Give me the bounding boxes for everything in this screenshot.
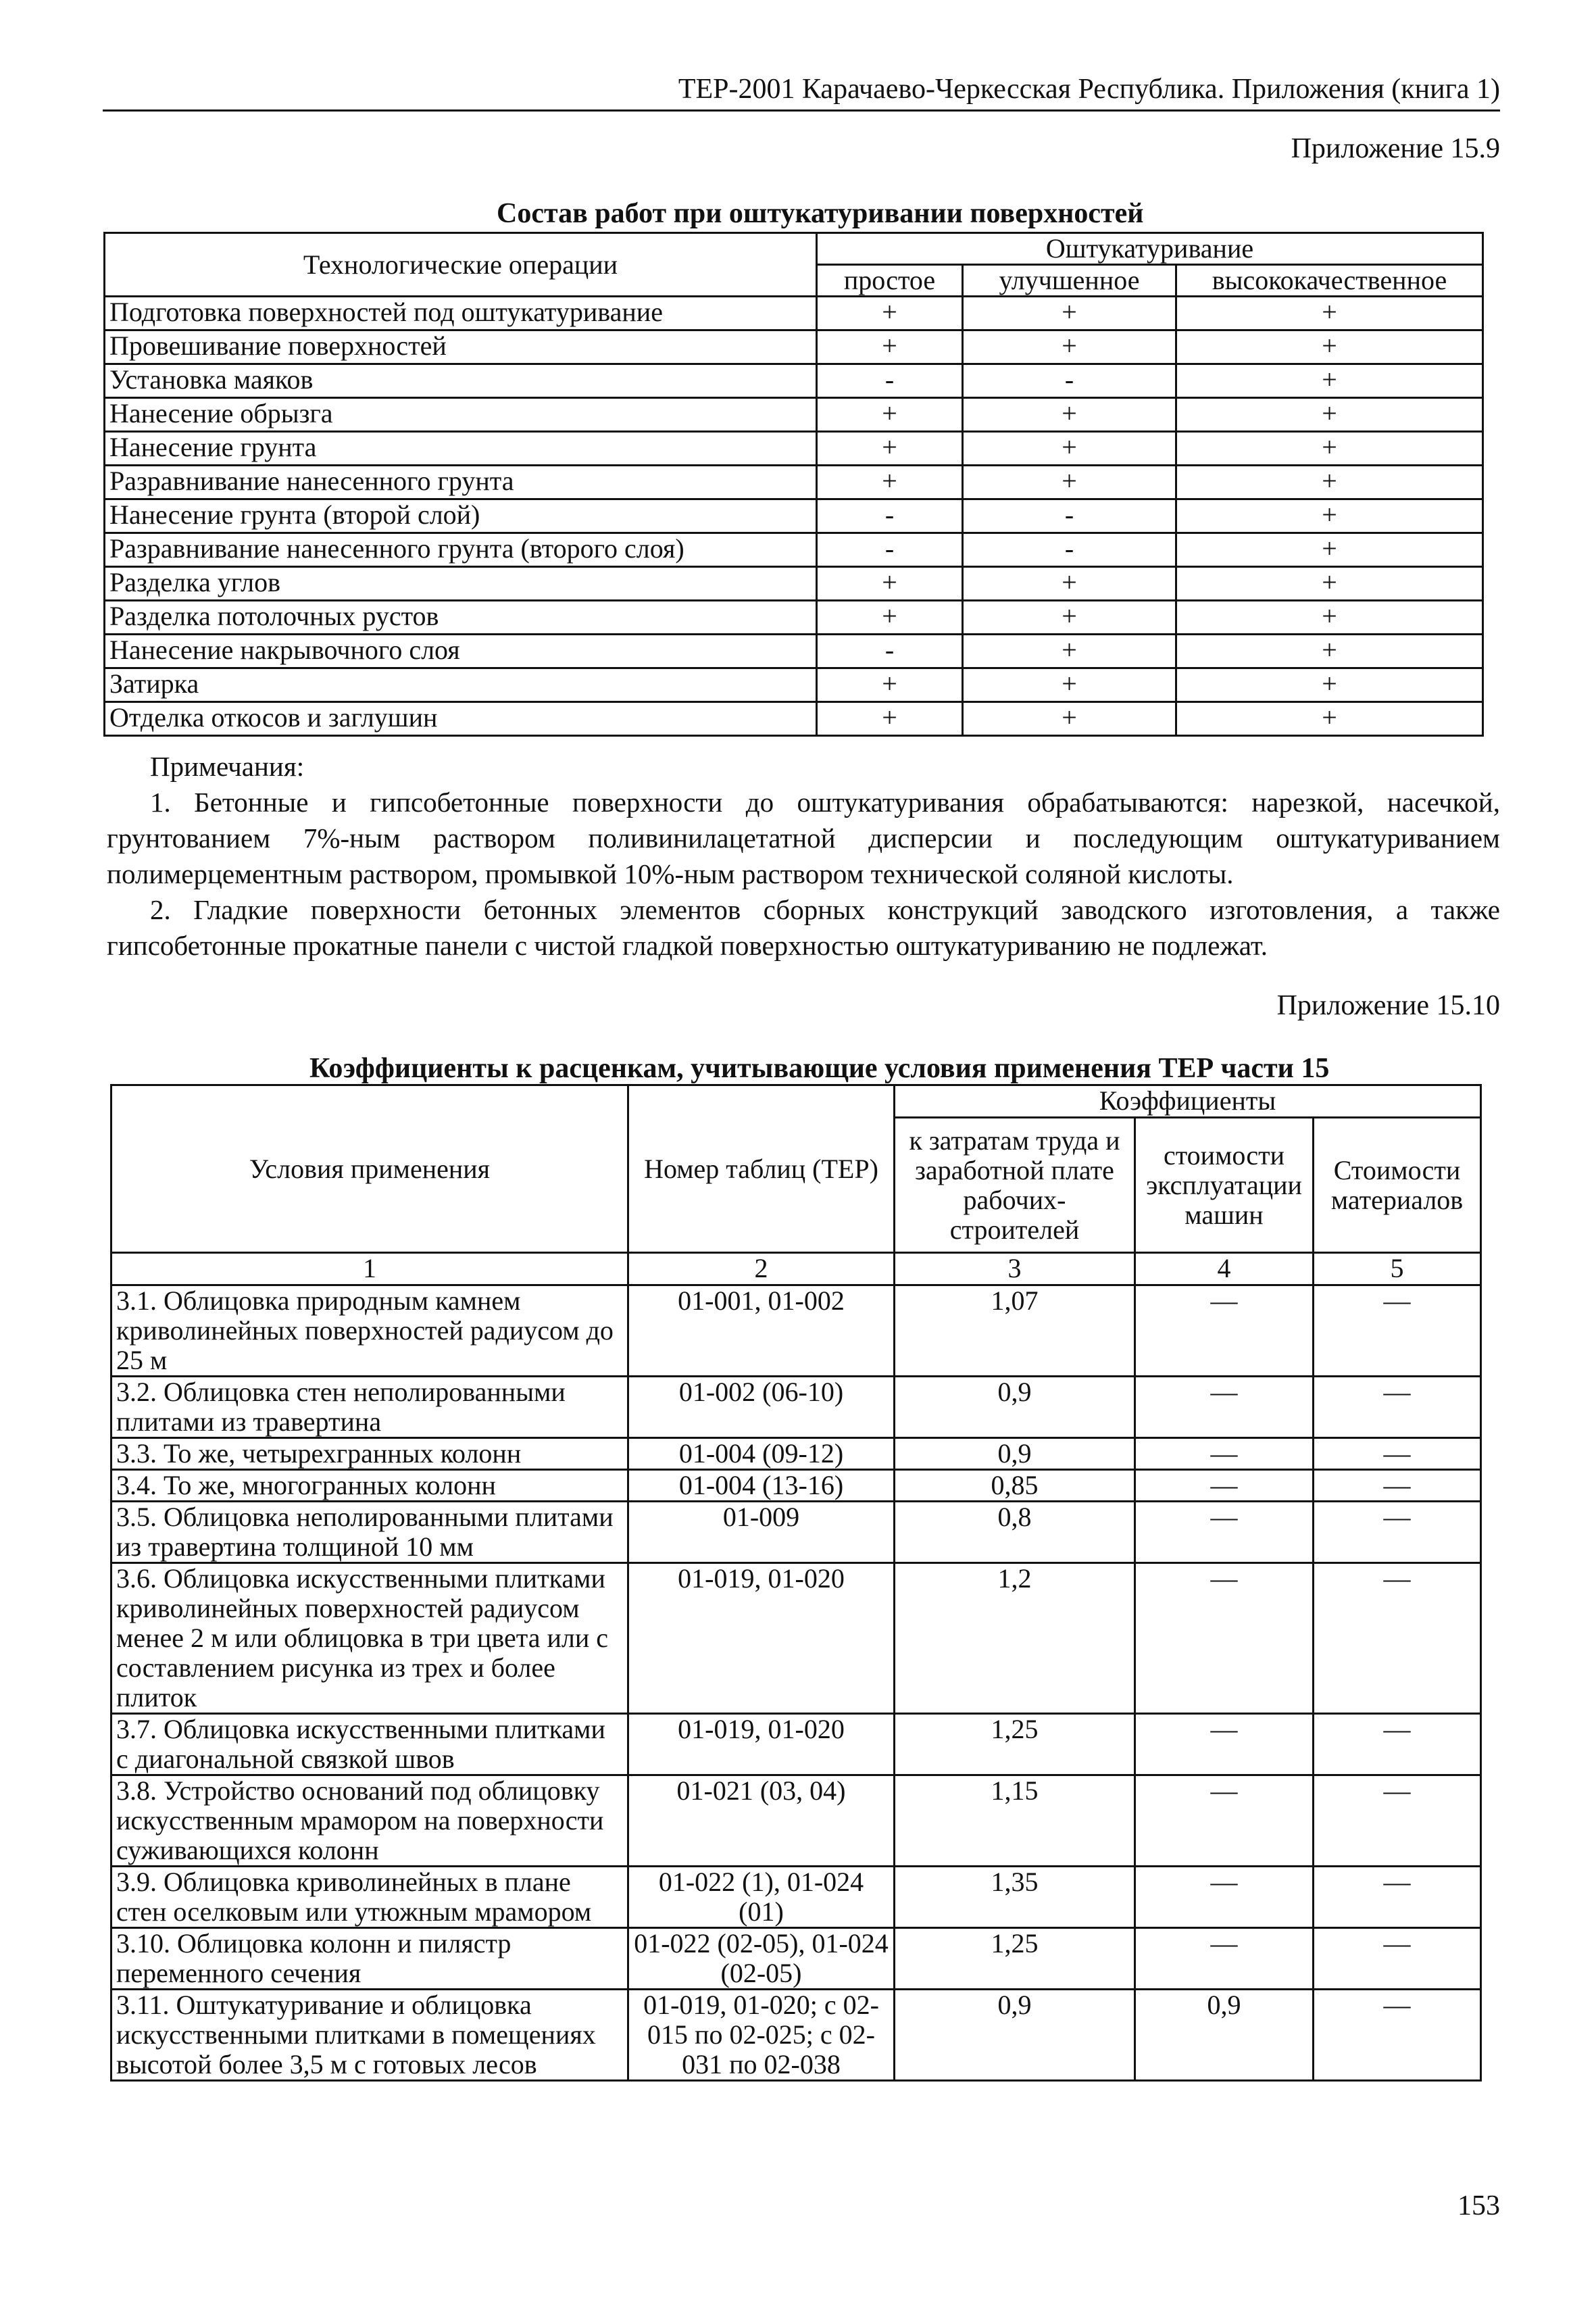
labor-coefficient-cell: 1,25 [895, 1928, 1135, 1990]
high-quality-cell: + [1176, 567, 1483, 601]
table-row [105, 398, 1483, 432]
improved-cell: + [963, 466, 1176, 499]
table-row [111, 1285, 1481, 1377]
table-number-cell: 01-022 (1), 01-024 (01) [628, 1867, 895, 1928]
machines-coefficient-cell: — [1135, 1502, 1314, 1563]
note-2: 2. Гладкие поверхности бетонных элементов сборных конструкций заводского изготовления, а также гипсобетонные прокатные панели с чистой гладкой поверхностью оштукатуриванию не подлежат. [107, 894, 1500, 961]
work-composition-table [103, 232, 1484, 737]
labor-coefficient-cell: 0,9 [895, 1377, 1135, 1438]
high-quality-cell: + [1176, 364, 1483, 398]
col-header-simple: простое [817, 265, 963, 297]
simple-cell: + [817, 432, 963, 466]
col-header-table-number: Номер таблиц (ТЕР) [628, 1085, 895, 1253]
high-quality-cell: + [1176, 668, 1483, 702]
col-header-improved: улучшенное [963, 265, 1176, 297]
simple-cell: + [817, 398, 963, 432]
notes-block [107, 749, 1500, 964]
table-number-cell: 01-019, 01-020 [628, 1714, 895, 1775]
improved-cell: + [963, 702, 1176, 736]
table-number-cell: 01-019, 01-020; с 02-015 по 02-025; с 02-031 по 02-038 [628, 1990, 895, 2081]
labor-coefficient-cell: 1,35 [895, 1867, 1135, 1928]
table-row [111, 1563, 1481, 1714]
materials-coefficient-cell: — [1314, 1990, 1481, 2081]
operation-cell: Провешивание поверхностей [105, 330, 817, 364]
table-row [105, 702, 1483, 736]
table-number-cell: 01-002 (06-10) [628, 1377, 895, 1438]
simple-cell: - [817, 499, 963, 533]
col-number-2: 2 [628, 1253, 895, 1285]
table-row [105, 601, 1483, 635]
operation-cell: Нанесение обрызга [105, 398, 817, 432]
simple-cell: + [817, 567, 963, 601]
improved-cell: + [963, 635, 1176, 668]
improved-cell: + [963, 432, 1176, 466]
table-row [105, 297, 1483, 330]
condition-cell: 3.3. То же, четырехгранных колонн [111, 1438, 628, 1470]
materials-coefficient-cell: — [1314, 1563, 1481, 1714]
materials-coefficient-cell: — [1314, 1928, 1481, 1990]
condition-cell: 3.2. Облицовка стен неполированными плитами из травертина [111, 1377, 628, 1438]
table-row [105, 533, 1483, 567]
machines-coefficient-cell: — [1135, 1438, 1314, 1470]
high-quality-cell: + [1176, 499, 1483, 533]
condition-cell: 3.6. Облицовка искусственными плитками криволинейных поверхностей радиусом менее 2 м или облицовка в три цвета или с составлением рисунка из трех и более плиток [111, 1563, 628, 1714]
table-row [111, 1438, 1481, 1470]
table-number-cell: 01-019, 01-020 [628, 1563, 895, 1714]
operation-cell: Разделка потолочных рустов [105, 601, 817, 635]
materials-coefficient-cell: — [1314, 1867, 1481, 1928]
condition-cell: 3.10. Облицовка колонн и пилястр переменного сечения [111, 1928, 628, 1990]
table-number-cell: 01-001, 01-002 [628, 1285, 895, 1377]
col-header-labor: к затратам труда и заработной плате рабочих-строителей [895, 1118, 1135, 1253]
coefficients-table [110, 1084, 1482, 2082]
table-row [105, 364, 1483, 398]
note-1: 1. Бетонные и гипсобетонные поверхности до оштукатуривания обрабатываются: нарезкой, насечкой, грунтованием 7%-ным раствором поливинилацетатной дисперсии и последующим оштукатуриванием полимерцементным раствором, промывкой 10%-ным раствором технической соляной кислоты. [107, 787, 1500, 889]
improved-cell: - [963, 364, 1176, 398]
table-row [105, 567, 1483, 601]
machines-coefficient-cell: — [1135, 1285, 1314, 1377]
high-quality-cell: + [1176, 601, 1483, 635]
machines-coefficient-cell: — [1135, 1714, 1314, 1775]
machines-coefficient-cell: — [1135, 1470, 1314, 1502]
simple-cell: + [817, 466, 963, 499]
operation-cell: Отделка откосов и заглушин [105, 702, 817, 736]
table-row [105, 668, 1483, 702]
simple-cell: - [817, 533, 963, 567]
col-number-5: 5 [1314, 1253, 1481, 1285]
materials-coefficient-cell: — [1314, 1502, 1481, 1563]
operation-cell: Разравнивание нанесенного грунта [105, 466, 817, 499]
table-number-cell: 01-022 (02-05), 01-024 (02-05) [628, 1928, 895, 1990]
high-quality-cell: + [1176, 533, 1483, 567]
table-number-cell: 01-009 [628, 1502, 895, 1563]
high-quality-cell: + [1176, 297, 1483, 330]
col-number-1: 1 [111, 1253, 628, 1285]
table-row [105, 432, 1483, 466]
table-row [111, 1377, 1481, 1438]
materials-coefficient-cell: — [1314, 1775, 1481, 1867]
simple-cell: + [817, 601, 963, 635]
high-quality-cell: + [1176, 398, 1483, 432]
operation-cell: Установка маяков [105, 364, 817, 398]
improved-cell: + [963, 668, 1176, 702]
simple-cell: - [817, 635, 963, 668]
operation-cell: Нанесение грунта (второй слой) [105, 499, 817, 533]
col-header-operations: Технологические операции [105, 233, 817, 297]
labor-coefficient-cell: 0,9 [895, 1438, 1135, 1470]
improved-cell: - [963, 533, 1176, 567]
table-row [111, 1867, 1481, 1928]
machines-coefficient-cell: — [1135, 1928, 1314, 1990]
simple-cell: - [817, 364, 963, 398]
col-header-plastering: Оштукатуривание [817, 233, 1483, 265]
condition-cell: 3.4. То же, многогранных колонн [111, 1470, 628, 1502]
labor-coefficient-cell: 1,25 [895, 1714, 1135, 1775]
condition-cell: 3.11. Оштукатуривание и облицовка искусственными плитками в помещениях высотой более 3,5 м с готовых лесов [111, 1990, 628, 2081]
table-row [111, 1502, 1481, 1563]
improved-cell: + [963, 330, 1176, 364]
machines-coefficient-cell: 0,9 [1135, 1990, 1314, 2081]
table-row [105, 466, 1483, 499]
high-quality-cell: + [1176, 635, 1483, 668]
condition-cell: 3.1. Облицовка природным камнем криволинейных поверхностей радиусом до 25 м [111, 1285, 628, 1377]
page-number: 153 [1457, 2190, 1500, 2221]
labor-coefficient-cell: 1,07 [895, 1285, 1135, 1377]
condition-cell: 3.5. Облицовка неполированными плитами из травертина толщиной 10 мм [111, 1502, 628, 1563]
appendix-15-10-label: Приложение 15.10 [1276, 990, 1500, 1021]
col-header-coefficients: Коэффициенты [895, 1085, 1481, 1118]
col-header-materials: Стоимости материалов [1314, 1118, 1481, 1253]
materials-coefficient-cell: — [1314, 1377, 1481, 1438]
table-row [105, 330, 1483, 364]
high-quality-cell: + [1176, 702, 1483, 736]
col-header-machines: стоимости эксплуатации машин [1135, 1118, 1314, 1253]
condition-cell: 3.8. Устройство оснований под облицовку искусственным мрамором на поверхности суживающихся колонн [111, 1775, 628, 1867]
operation-cell: Нанесение грунта [105, 432, 817, 466]
simple-cell: + [817, 297, 963, 330]
notes-heading: Примечания: [150, 751, 305, 782]
table-row [111, 1990, 1481, 2081]
operation-cell: Нанесение накрывочного слоя [105, 635, 817, 668]
materials-coefficient-cell: — [1314, 1285, 1481, 1377]
col-header-conditions: Условия применения [111, 1085, 628, 1253]
col-number-4: 4 [1135, 1253, 1314, 1285]
table-number-cell: 01-004 (13-16) [628, 1470, 895, 1502]
table-number-cell: 01-021 (03, 04) [628, 1775, 895, 1867]
simple-cell: + [817, 702, 963, 736]
condition-cell: 3.7. Облицовка искусственными плитками с диагональной связкой швов [111, 1714, 628, 1775]
high-quality-cell: + [1176, 466, 1483, 499]
table-row [105, 499, 1483, 533]
improved-cell: + [963, 398, 1176, 432]
labor-coefficient-cell: 0,8 [895, 1502, 1135, 1563]
labor-coefficient-cell: 0,9 [895, 1990, 1135, 2081]
machines-coefficient-cell: — [1135, 1775, 1314, 1867]
machines-coefficient-cell: — [1135, 1867, 1314, 1928]
materials-coefficient-cell: — [1314, 1714, 1481, 1775]
running-header: ТЕР-2001 Карачаево-Черкесская Республика. Приложения (книга 1) [678, 74, 1500, 105]
table-number-cell: 01-004 (09-12) [628, 1438, 895, 1470]
operation-cell: Затирка [105, 668, 817, 702]
simple-cell: + [817, 330, 963, 364]
operation-cell: Разделка углов [105, 567, 817, 601]
labor-coefficient-cell: 1,2 [895, 1563, 1135, 1714]
col-header-high-quality: высококачественное [1176, 265, 1483, 297]
simple-cell: + [817, 668, 963, 702]
improved-cell: - [963, 499, 1176, 533]
labor-coefficient-cell: 0,85 [895, 1470, 1135, 1502]
table-row [111, 1928, 1481, 1990]
materials-coefficient-cell: — [1314, 1438, 1481, 1470]
labor-coefficient-cell: 1,15 [895, 1775, 1135, 1867]
materials-coefficient-cell: — [1314, 1470, 1481, 1502]
high-quality-cell: + [1176, 432, 1483, 466]
condition-cell: 3.9. Облицовка криволинейных в плане стен оселковым или утюжным мрамором [111, 1867, 628, 1928]
machines-coefficient-cell: — [1135, 1377, 1314, 1438]
table2-title: Коэффициенты к расценкам, учитывающие условия применения ТЕР части 15 [309, 1053, 1330, 1084]
table-row [111, 1470, 1481, 1502]
operation-cell: Разравнивание нанесенного грунта (второго слоя) [105, 533, 817, 567]
table-row [105, 635, 1483, 668]
improved-cell: + [963, 601, 1176, 635]
improved-cell: + [963, 297, 1176, 330]
header-rule [103, 109, 1500, 112]
table-row [111, 1775, 1481, 1867]
appendix-15-9-label: Приложение 15.9 [1291, 133, 1500, 164]
machines-coefficient-cell: — [1135, 1563, 1314, 1714]
table1-title: Состав работ при оштукатуривании поверхностей [497, 198, 1144, 229]
improved-cell: + [963, 567, 1176, 601]
high-quality-cell: + [1176, 330, 1483, 364]
operation-cell: Подготовка поверхностей под оштукатуривание [105, 297, 817, 330]
table-row [111, 1714, 1481, 1775]
col-number-3: 3 [895, 1253, 1135, 1285]
